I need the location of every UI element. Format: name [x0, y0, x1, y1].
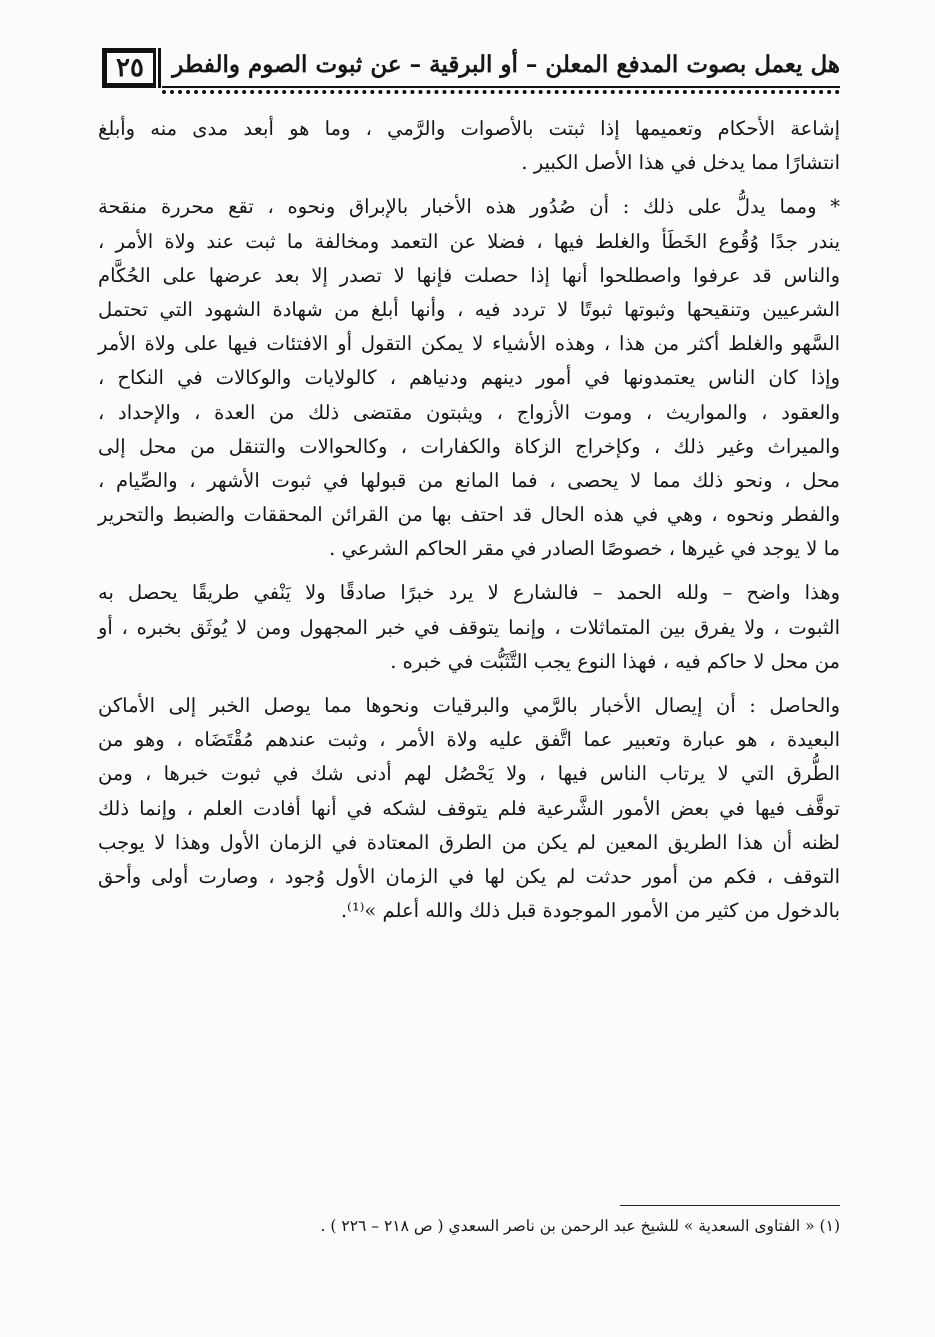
text-line: السَّهو والغلط أكثر من هذا ، وهذه الأشياء لا يمكن التقول أو الافتئات فيها على ولاة الأمر — [98, 332, 840, 356]
text-line: الثبوت ، ولا يفرق بين المتماثلات ، وإنما يتوقف في خبر المجهول ومن لا يُوثَق بخبره ، أو — [98, 615, 840, 639]
header-dotted-rule — [162, 90, 840, 94]
page-number: ٢٥ — [116, 53, 144, 83]
text-line: الطُّرق التي لا يرتاب الناس فيها ، ولا يَحْصُل لهم أدنى شك في ثبوت خبرها ، ومن — [98, 762, 840, 786]
text-line: التوقف ، فكم من أمور حدثت لم يكن لها في الزمان الأول وُجود ، وصارت أولى وأحق — [98, 864, 840, 888]
running-title: هل يعمل بصوت المدفع المعلن – أو البرقية – عن ثبوت الصوم والفطر — [172, 51, 840, 78]
text-line: وإذا كان الناس يعتمدونها في أمور دينهم ودنياهم ، كالولايات والوكالات في النكاح ، — [98, 366, 840, 390]
paragraph — [98, 689, 840, 928]
text-line: محل ، ونحو ذلك مما لا يحصى ، فما المانع من قبولها في ثبوت الأشهر ، والصِّيام ، — [98, 468, 840, 492]
footnote: (١) « الفتاوى السعدية » للشيخ عبد الرحمن بن ناصر السعدي ( ص ٢١٨ – ٢٢٦ ) . — [320, 1217, 840, 1235]
paragraph — [98, 576, 840, 679]
text-line: إشاعة الأحكام وتعميمها إذا ثبتت بالأصوات والرَّمي ، وما هو أبعد مدى منه وأبلغ — [98, 117, 840, 140]
text-line: لظنه أن هذا الطريق المعين لم يكن من الطرق المعتادة في الزمان الأول وهذا لا يوجب — [98, 830, 840, 854]
text-line: والفطر ونحوه ، وهي في هذه الحال قد احتف بها من القرائن المحققات والضبط والتحرير — [98, 503, 840, 527]
text-line: من محل لا حاكم فيه ، فهذا النوع يجب التَّثَبُّت في خبره . — [390, 649, 840, 673]
text-line: وهذا واضح – ولله الحمد – فالشارع لا يرد خبرًا صادقًا ولا يَنْفي طريقًا يحصل به — [98, 581, 840, 605]
text-line: والميراث وغير ذلك ، وكإخراج الزكاة والكفارات ، وكالحوالات والتنقل من محل إلى — [98, 434, 840, 458]
text-line: ما لا يوجد في غيرها ، خصوصًا الصادر في مقر الحاكم الشرعي . — [329, 537, 840, 561]
page-number-box — [102, 48, 156, 88]
text-line: والعقود ، والمواريث ، وموت الأزواج ، ويثبتون مقتضى ذلك من العدة ، والإحداد ، — [98, 400, 840, 424]
paragraph — [98, 112, 840, 180]
text-line: توقَّف فيها في بعض الأمور الشَّرعية فلم يتوقف لشكه في أنها أفادت العلم ، وإنما ذلك — [98, 796, 840, 820]
header-rule — [162, 86, 840, 88]
text-line: والحاصل : أن إيصال الأخبار بالرَّمي والبرقيات ونحوها مما يوصل الخبر إلى الأماكن — [98, 694, 840, 717]
text-line: انتشارًا مما يدخل في هذا الأصل الكبير . — [521, 151, 840, 175]
text-line: بالدخول من كثير من الأمور الموجودة قبل ذلك والله أعلم »⁽¹⁾. — [340, 899, 840, 923]
paragraph — [98, 190, 840, 566]
footnote-separator — [620, 1205, 840, 1206]
text-line: الشرعيين وتنقيحها وثبوتها ثبوتًا لا تردد فيه ، وأنها أبلغ من شهادة الشهود التي تحتمل — [98, 297, 840, 321]
page-header — [98, 46, 840, 98]
text-line: يندر جدًا وُقُوع الخَطَأ والغلط فيها ، فضلا عن التعمد ومخالفة ما ثبت عند ولاة الأمر ، — [98, 229, 840, 253]
text-line: * ومما يدلُّ على ذلك : أن صُدُور هذه الأخبار بالإبراق ونحوه ، تقع محررة منقحة — [98, 195, 840, 219]
body-text — [98, 112, 840, 938]
text-line: والناس قد عرفوا واصطلحوا أنها إذا حصلت فإنها لا تصدر إلا بعد عرضها على الحُكَّام — [98, 263, 840, 287]
text-line: البعيدة ، هو عبارة وتعبير عما اتَّفق عليه ولاة الأمر ، وثبت عندهم مُقْتَضَاه ، وهو من — [98, 728, 840, 752]
